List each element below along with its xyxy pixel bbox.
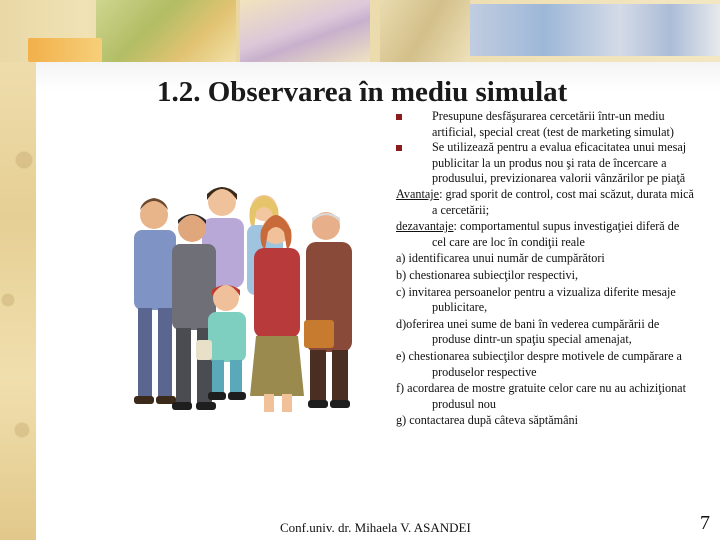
- bullet-text: Se utilizează pentru a evalua eficacitatea unui mesaj publicitar la un produs nou şi rata de încercare a produsului, previzionarea valorii vânzărilor pe piaţă: [432, 140, 687, 186]
- slide-content: [396, 109, 696, 429]
- step-item: g) contactarea după câteva săptămâni: [396, 413, 579, 428]
- banner-blue-art: [470, 4, 720, 56]
- step-item: c) invitarea persoanelor pentru a vizualiza diferite mesaje publicitare,: [396, 284, 676, 315]
- bullet-item: [396, 109, 696, 140]
- step-item: e) chestionarea subiecţilor despre motivele de cumpărare a produselor respective: [396, 348, 682, 379]
- step-item: f) acordarea de mostre gratuite celor care nu au achiziţionat produsul nou: [396, 381, 686, 411]
- bullet-square-icon: [396, 114, 402, 120]
- banner-flower-art: [240, 0, 370, 62]
- disadvantages-label: dezavantaje: [396, 219, 454, 234]
- banner-orange-strip: [28, 38, 102, 62]
- slide-footer: Conf.univ. dr. Mihaela V. ASANDEI: [280, 520, 471, 535]
- people-group-clipart: [104, 180, 372, 420]
- person-right: [304, 212, 352, 408]
- step-item: a) identificarea unui număr de cumpărători: [396, 251, 605, 266]
- banner-texture-art: [380, 0, 470, 62]
- step-item: d)oferirea unei sume de bani în vederea cumpărării de produse dintr-un spaţiu special amenajat,: [396, 316, 660, 347]
- step-item: b) chestionarea subiecţilor respectivi,: [396, 267, 579, 282]
- page-number: 7: [700, 512, 710, 534]
- person-back-left: [134, 198, 176, 404]
- bullet-square-icon: [396, 145, 402, 151]
- advantages-label: Avantaje: [396, 186, 440, 201]
- parchment-border: [0, 0, 36, 540]
- disadvantages-text: : comportamentul supus investigaţiei diferă de cel care are loc în condiţii reale: [432, 219, 680, 249]
- advantages-paragraph: [396, 187, 696, 218]
- slide-title: 1.2. Observarea în mediu simulat: [157, 76, 568, 108]
- bullet-item: [396, 140, 696, 187]
- advantages-text: : grad sporit de control, cost mai scăzut, durata mică a cercetării;: [432, 186, 694, 217]
- decorative-banner: [0, 0, 720, 62]
- bullet-text: Presupune desfăşurarea cercetării într-un mediu artificial, special creat (test de marketing simulat): [432, 109, 674, 139]
- banner-leaf-art: [96, 0, 236, 62]
- disadvantages-paragraph: [396, 219, 696, 250]
